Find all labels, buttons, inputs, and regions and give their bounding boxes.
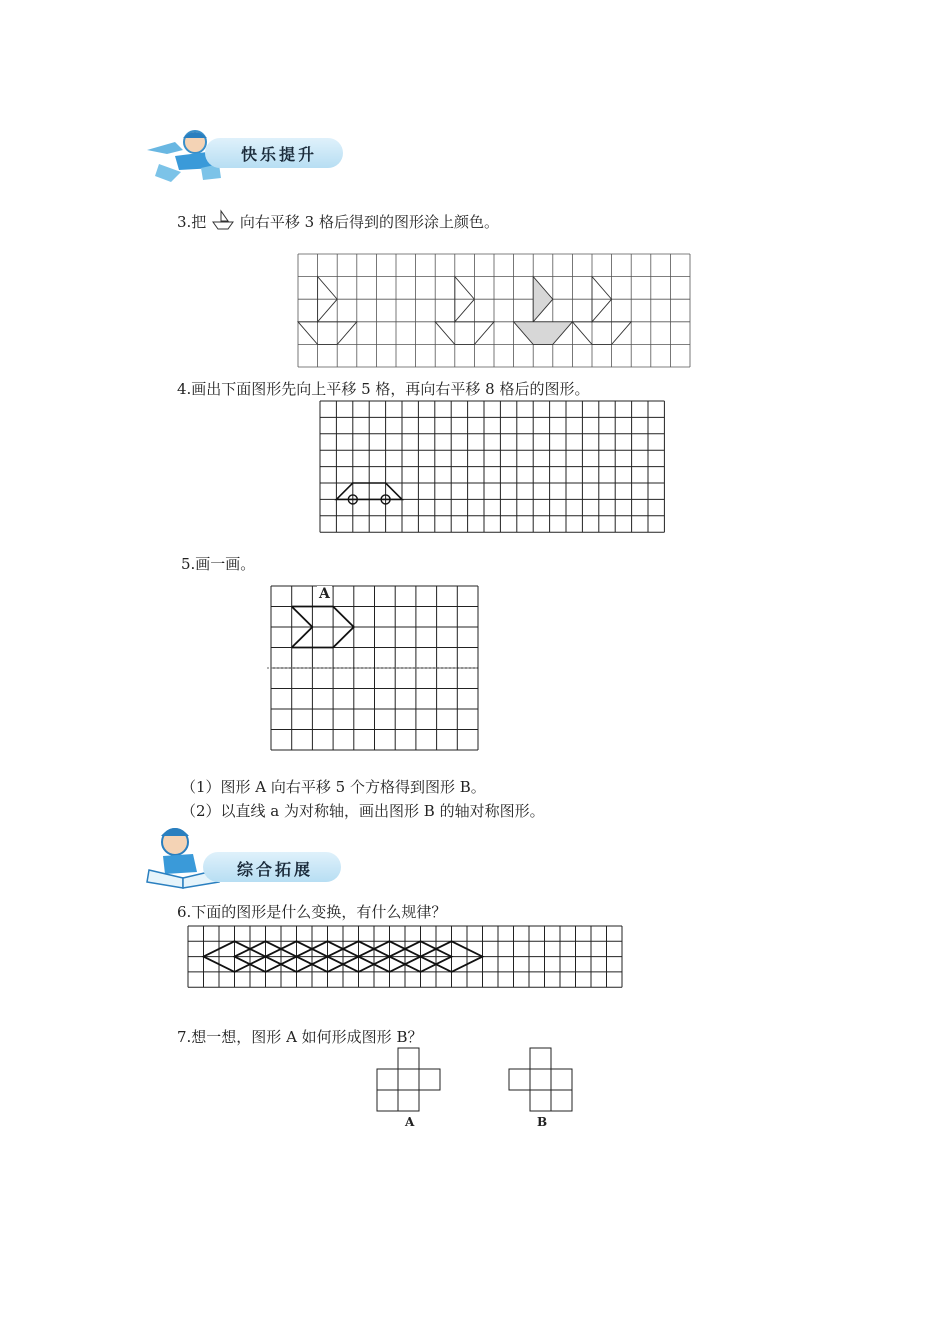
- figure-cell: [398, 1048, 419, 1069]
- figure-cell: [551, 1090, 572, 1111]
- sailboat-sail: [533, 277, 553, 322]
- sailboat-icon: [211, 211, 235, 233]
- figure-cell: [398, 1090, 419, 1111]
- sailboat-hull: [435, 322, 494, 345]
- question-3: [177, 211, 499, 233]
- grid-q6: [188, 926, 622, 988]
- question-6: 6.下面的图形是什么变换，有什么规律？: [177, 903, 447, 921]
- figure-label-a: A: [319, 586, 330, 602]
- figure-cell: [398, 1069, 419, 1090]
- question-text: 3.把: [177, 213, 207, 231]
- figures-q7: [370, 1048, 580, 1118]
- figure-label-b: B: [537, 1115, 548, 1129]
- figure-label-a: A: [405, 1115, 415, 1129]
- question-5-sub2: （2）以直线 a 为对称轴，画出图形 B 的轴对称图形。: [181, 802, 545, 820]
- section-title: 综合拓展: [237, 860, 314, 879]
- grid-q5: [271, 586, 479, 750]
- question-7: 7.想一想，图形 A 如何形成图形 B？: [177, 1028, 423, 1046]
- figure-cell: [530, 1048, 551, 1069]
- figure-cell: [377, 1090, 398, 1111]
- section-title: 快乐提升: [241, 145, 318, 164]
- figure-cell: [551, 1069, 572, 1090]
- sailboat-hull: [514, 322, 573, 345]
- figure-cell: [530, 1069, 551, 1090]
- section-banner-happy: [145, 128, 345, 184]
- figure-cell: [530, 1090, 551, 1111]
- grid-q4: [320, 401, 665, 532]
- sailboat-hull: [298, 322, 357, 345]
- question-4: 4.画出下面图形先向上平移 5 格，再向右平移 8 格后的图形。: [177, 380, 590, 398]
- question-text: 向右平移 3 格后得到的图形涂上颜色。: [239, 213, 499, 231]
- question-5-sub1: （1）图形 A 向右平移 5 个方格得到图形 B。: [181, 778, 486, 796]
- figure-cell: [509, 1069, 530, 1090]
- section-banner-extend: [143, 824, 353, 890]
- sailboat-hull: [572, 322, 631, 345]
- question-5: 5.画一画。: [181, 555, 256, 573]
- figure-cell: [377, 1069, 398, 1090]
- grid-q3: [298, 254, 690, 367]
- figure-cell: [419, 1069, 440, 1090]
